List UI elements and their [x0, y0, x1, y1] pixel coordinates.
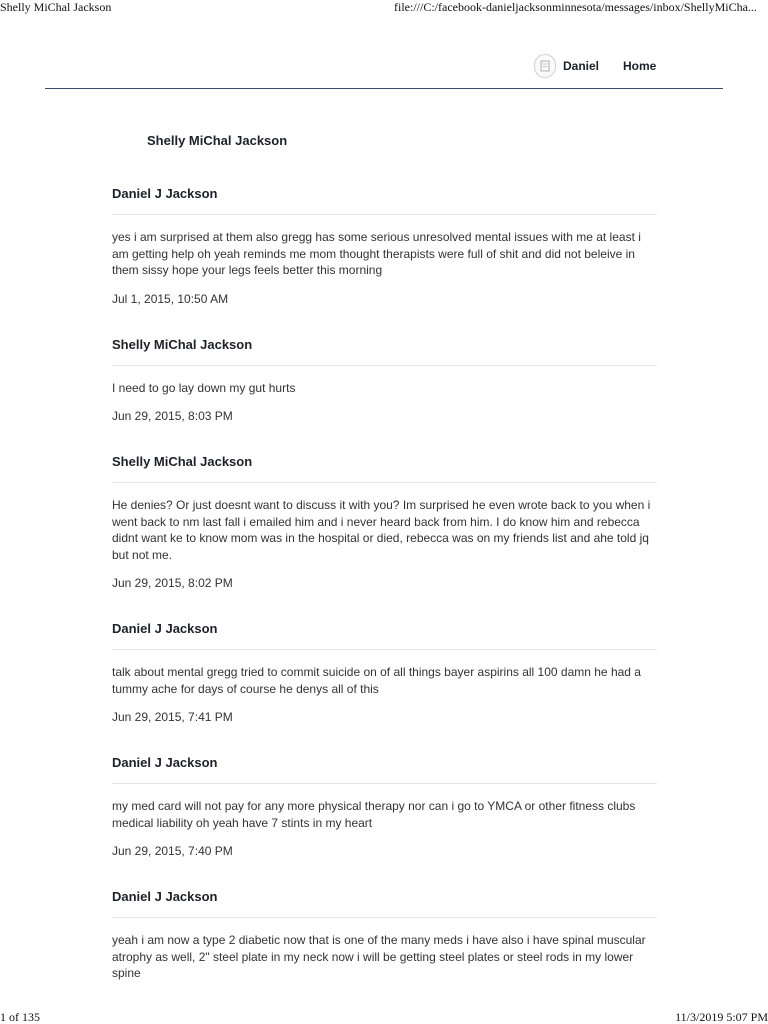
avatar[interactable] [534, 54, 556, 78]
message-text: He denies? Or just doesnt want to discuss it with you? Im surprised he even wrote back to you when i went back to nm last fall i emailed him and i never heard back from him. I do know him and rebecca didnt want ke to know mom was in the hospital or died, rebecca was on my friends list and ahe told jq but not me. [112, 498, 651, 562]
message-timestamp: Jun 29, 2015, 8:03 PM [112, 409, 233, 423]
header-divider [45, 88, 723, 89]
message-text: I need to go lay down my gut hurts [112, 380, 296, 395]
message-text: yes i am surprised at them also gregg has some serious unresolved mental issues with me at least i am getting help oh yeah reminds me mom thought therapists were full of shit and did not beleive in them sissy hope your legs feels better this morning [112, 230, 641, 277]
message [112, 889, 657, 982]
message-text: talk about mental gregg tried to commit suicide on of all things bayer aspirins all 100 damn he had a tummy ache for days of course he denys all of this [112, 665, 641, 696]
print-datetime: 11/3/2019 5:07 PM [675, 1010, 768, 1024]
message-author: Daniel J Jackson [112, 621, 657, 650]
message-author: Shelly MiChal Jackson [112, 454, 657, 483]
message-author: Daniel J Jackson [112, 889, 657, 918]
message-text: yeah i am now a type 2 diabetic now that is one of the many meds i have also i have spinal muscular atrophy as well, 2" steel plate in my neck now i will be getting steel plates or steel rods in my lower spine [112, 933, 646, 980]
message [112, 755, 657, 859]
page-number: 1 of 135 [0, 1010, 40, 1024]
message-author: Shelly MiChal Jackson [112, 337, 657, 366]
message [112, 186, 657, 307]
thread-title: Shelly MiChal Jackson [147, 133, 288, 148]
print-header-title: Shelly MiChal Jackson [0, 0, 112, 14]
message-timestamp: Jun 29, 2015, 7:40 PM [112, 844, 233, 858]
message-timestamp: Jun 29, 2015, 8:02 PM [112, 576, 233, 590]
message-author: Daniel J Jackson [112, 186, 657, 215]
message-author: Daniel J Jackson [112, 755, 657, 784]
message [112, 337, 657, 425]
nav-home-link[interactable]: Home [623, 59, 657, 73]
profile-picture-icon [540, 60, 550, 72]
top-navigation [534, 52, 656, 80]
message [112, 621, 657, 725]
message-list [112, 186, 657, 1012]
print-header [0, 0, 768, 16]
print-footer [0, 1010, 768, 1024]
message-timestamp: Jul 1, 2015, 10:50 AM [112, 291, 229, 306]
nav-profile-link[interactable]: Daniel [563, 59, 600, 73]
print-header-url: file:///C:/facebook-danieljacksonminnesota/messages/inbox/ShellyMiCha... [394, 0, 757, 14]
message-timestamp: Jun 29, 2015, 7:41 PM [112, 710, 233, 724]
message-text: my med card will not pay for any more physical therapy nor can i go to YMCA or other fitness clubs medical liability oh yeah have 7 stints in my heart [112, 799, 636, 830]
message [112, 454, 657, 591]
